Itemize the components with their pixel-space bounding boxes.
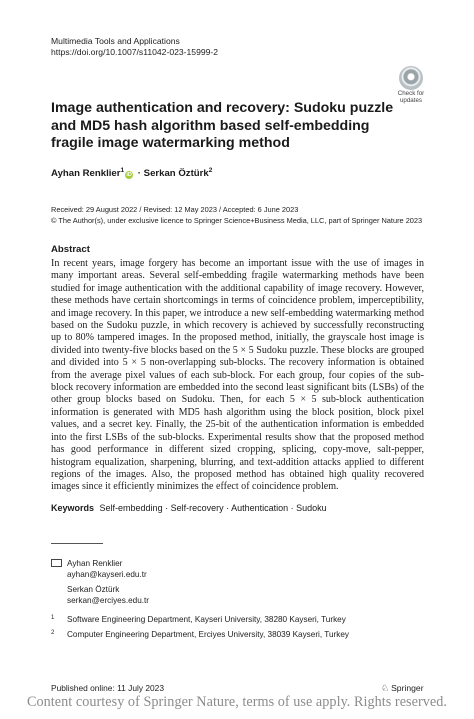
abstract-body: In recent years, image forgery has become an important issue with the use of images in many important areas. Several self-embedding fragile watermarking methods have been studied for image authentication with the additional capability of image recovery. However, these methods have certain shortcomings in terms of coincidence problem, imperceptibility, and image recovery. In this paper, we introduce a new self-embedding watermarking method based on the Sudoku puzzle, in which recovery is achieved by successfully reconstructing up to 80% tampered images. In the proposed method, initially, the grayscale host image is divided into twenty-five blocks based on the 5 × 5 Sudoku puzzle. These blocks are grouped and divided into 5 × 5 non-overlapping sub-blocks. The recovery information is obtained from the average pixel values of each sub-block. For each group, four copies of the sub-block recovery information are embedded into the second least significant bits (LSBs) of the other group blocks based on Sudoku. Then, for each 5 × 5 sub-block authentication information is generated with MD5 hash algorithm using the block position, block pixel values, and a secret key. Finally, the 25-bit of the authentication information is embedded into the first LSBs of the sub-blocks. Experimental results show that the proposed method has good performance in different sized cropping, splicing, copy-move, salt-pepper, histogram equalization, sharpening, blurring, and text-addition attacks applied to different regions of the images. Also, the proposed method has obtained high quality recovered images since it efficiently minimizes the effect of coincidence problem. xyxy=(51,258,424,493)
publisher-name: Springer xyxy=(391,683,424,693)
author-name[interactable]: Serkan Öztürk xyxy=(143,168,209,180)
affiliation-number: 1 xyxy=(51,615,55,621)
keywords-line xyxy=(51,503,327,513)
doi-link[interactable]: https://doi.org/10.1007/s11042-023-15999-2 xyxy=(51,47,219,57)
correspondence-email[interactable]: ayhan@kayseri.edu.tr xyxy=(67,570,147,579)
journal-header xyxy=(51,36,218,58)
journal-name: Multimedia Tools and Applications xyxy=(51,36,180,46)
orcid-icon[interactable]: iD xyxy=(126,172,132,179)
check-updates-line1: Check for xyxy=(397,90,425,97)
correspondence-name: Serkan Öztürk xyxy=(67,585,120,594)
published-date: Published online: 11 July 2023 xyxy=(51,683,164,693)
affiliation-number: 2 xyxy=(51,630,55,636)
springer-horse-icon: ♘ xyxy=(381,683,390,693)
author-name[interactable]: Ayhan Renklier xyxy=(51,168,121,180)
footnote-divider xyxy=(51,543,103,544)
envelope-icon xyxy=(51,559,62,567)
check-updates-line2: updates xyxy=(399,97,423,104)
check-for-updates-badge[interactable] xyxy=(395,66,427,104)
abstract-heading: Abstract xyxy=(51,244,90,255)
article-dates: Received: 29 August 2022 / Revised: 12 May 2023 / Accepted: 6 June 2023 xyxy=(51,205,299,214)
article-history xyxy=(51,204,422,226)
crossmark-icon xyxy=(399,66,423,90)
author-affiliation-ref: 1 xyxy=(120,167,125,174)
affiliation-text: Software Engineering Department, Kayseri University, 38280 Kayseri, Turkey xyxy=(67,615,346,624)
author-list xyxy=(51,167,212,179)
correspondence-name: Ayhan Renklier xyxy=(67,559,123,568)
author-separator: · xyxy=(137,168,141,180)
affiliation-text: Computer Engineering Department, Erciyes University, 38039 Kayseri, Turkey xyxy=(67,630,349,639)
author-affiliation-ref: 2 xyxy=(208,167,213,174)
article-title: Image authentication and recovery: Sudoku puzzle and MD5 hash algorithm based self-embedding fragile image watermarking method xyxy=(51,100,394,151)
correspondence-email[interactable]: serkan@erciyes.edu.tr xyxy=(67,596,150,605)
courtesy-watermark: Content courtesy of Springer Nature, terms of use apply. Rights reserved. xyxy=(27,694,447,710)
publisher-logo xyxy=(381,683,424,694)
keywords-label: Keywords xyxy=(51,503,95,513)
copyright-line: © The Author(s), under exclusive licence to Springer Science+Business Media, LLC, part of Springer Nature 2023 xyxy=(51,216,423,225)
keywords-list: Self-embedding · Self-recovery · Authentication · Sudoku xyxy=(99,503,327,513)
